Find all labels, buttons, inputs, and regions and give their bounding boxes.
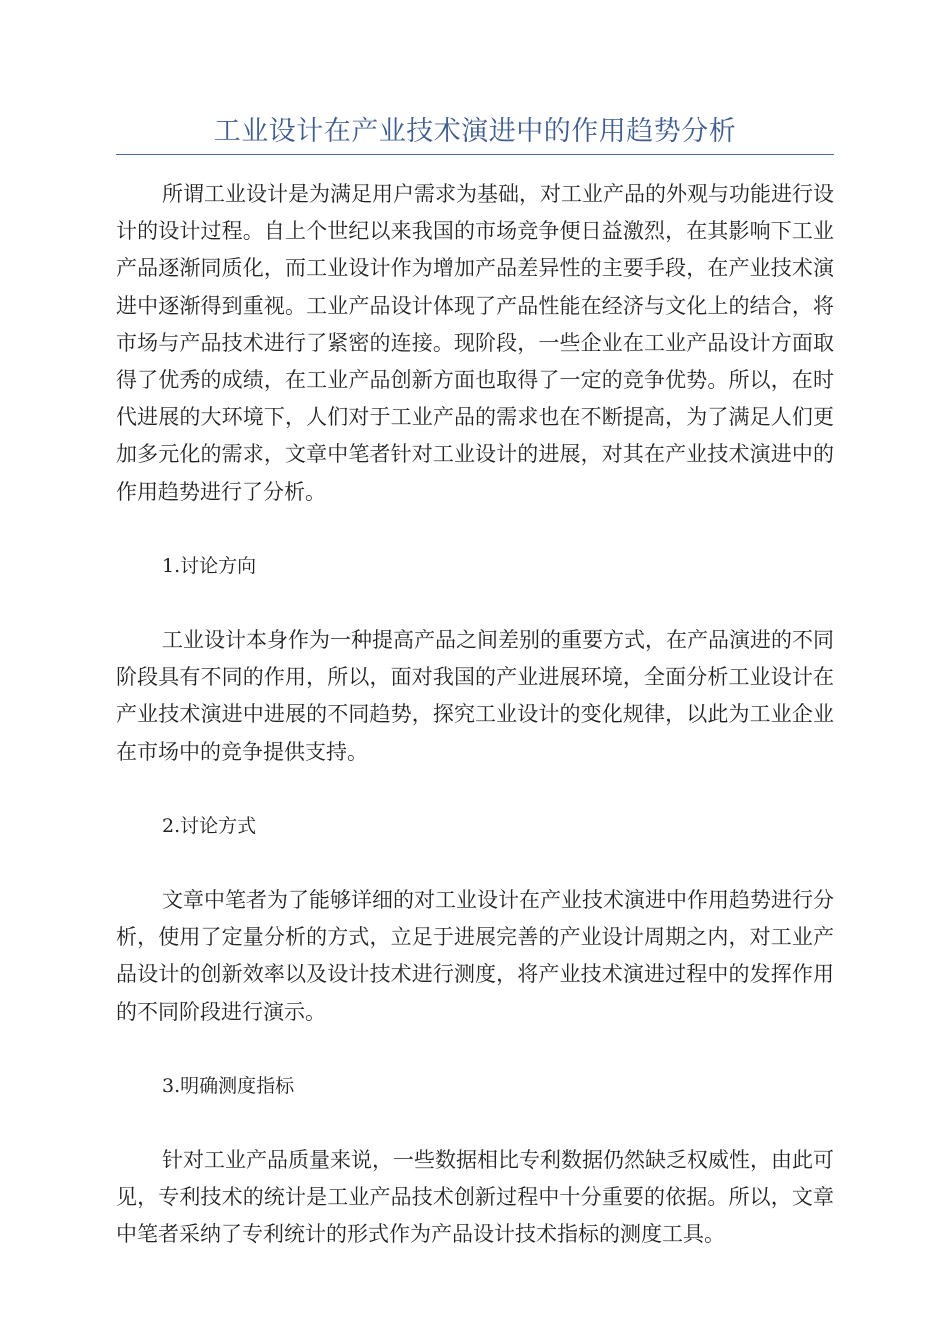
document-title: 工业设计在产业技术演进中的作用趋势分析 (213, 116, 737, 147)
section-heading-1: 1.讨论方向 (162, 554, 257, 577)
paragraph-spacer (116, 771, 834, 808)
section-paragraph-1: 工业设计本身作为一种提高产品之间差别的重要方式，在产品演进的不同阶段具有不同的作用，所以，面对我国的产业进展环境，全面分析工业设计在产业技术演进中进展的不同趋势，探究工业设计的变化规律，以此为工业企业在市场中的竞争提供支持。 (116, 628, 834, 764)
section-heading-3: 3.明确测度指标 (162, 1074, 295, 1097)
title-underline (116, 154, 834, 155)
intro-paragraph: 所谓工业设计是为满足用户需求为基础，对工业产品的外观与功能进行设计的设计过程。自上个世纪以来我国的市场竞争便日益激烈，在其影响下工业产品逐渐同质化，而工业设计作为增加产品差异性的主要手段，在产业技术演进中逐渐得到重视。工业产品设计体现了产品性能在经济与文化上的结合，将市场与产品技术进行了紧密的连接。现阶段，一些企业在工业产品设计方面取得了优秀的成绩，在工业产品创新方面也取得了一定的竞争优势。所以，在时代进展的大环境下，人们对于工业产品的需求也在不断提高，为了满足人们更加多元化的需求，文章中笔者针对工业设计的进展，对其在产业技术演进中的作用趋势进行了分析。 (116, 182, 834, 504)
paragraph-spacer (116, 511, 834, 548)
paragraph-spacer (116, 1105, 834, 1142)
paragraph-spacer (116, 585, 834, 622)
paragraph-spacer (116, 845, 834, 882)
section-heading-2: 2.讨论方式 (162, 814, 257, 837)
paragraph-spacer (116, 1031, 834, 1068)
document-body (116, 176, 834, 1254)
section-paragraph-2: 文章中笔者为了能够详细的对工业设计在产业技术演进中作用趋势进行分析，使用了定量分析的方式，立足于进展完善的产业设计周期之内，对工业产品设计的创新效率以及设计技术进行测度，将产业技术演进过程中的发挥作用的不同阶段进行演示。 (116, 888, 834, 1024)
section-paragraph-3: 针对工业产品质量来说，一些数据相比专利数据仍然缺乏权威性，由此可见，专利技术的统计是工业产品技术创新过程中十分重要的依据。所以，文章中笔者采纳了专利统计的形式作为产品设计技术指标的测度工具。 (116, 1148, 834, 1247)
